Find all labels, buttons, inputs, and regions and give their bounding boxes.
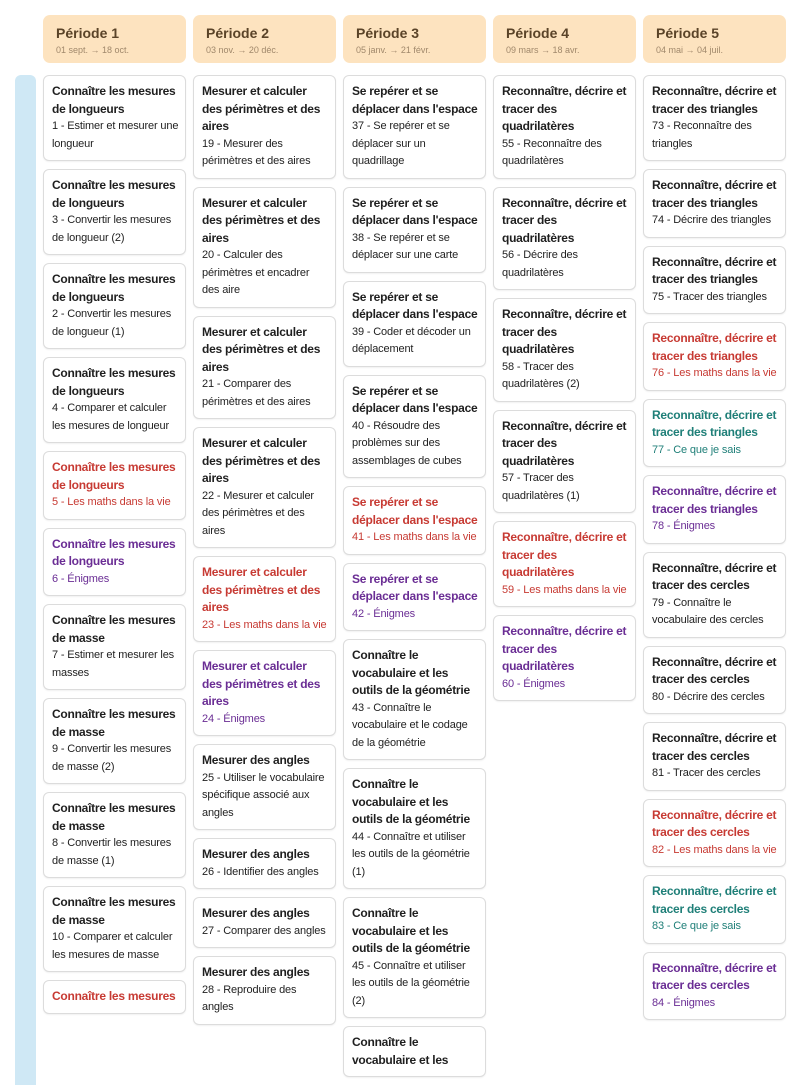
period-column (43, 15, 186, 1014)
lesson-card-title: Connaître le vocabulaire et les outils de la géométrie (352, 906, 470, 955)
lesson-card[interactable] (193, 75, 336, 179)
lesson-card-title: Se repérer et se déplacer dans l'espace (352, 84, 478, 116)
lesson-card-subtitle: 21 - Comparer des périmètres et des aires (202, 378, 311, 408)
lesson-card[interactable] (193, 316, 336, 420)
lesson-card[interactable] (643, 475, 786, 544)
lesson-card[interactable] (343, 1026, 486, 1077)
lesson-card-subtitle: 45 - Connaître et utiliser les outils de la géométrie (2) (352, 959, 470, 1007)
lesson-card-title: Reconnaître, décrire et tracer des triangles (652, 331, 777, 363)
lesson-card-subtitle: 5 - Les maths dans la vie (52, 496, 171, 508)
period-title: Période 4 (506, 25, 570, 41)
lesson-card-title: Connaître le vocabulaire et les outils de la géométrie (352, 777, 470, 826)
lesson-card[interactable] (343, 486, 486, 555)
lesson-card[interactable] (43, 451, 186, 520)
lesson-card-subtitle: 6 - Énigmes (52, 572, 110, 585)
lesson-card-title: Mesurer et calculer des périmètres et des aires (202, 436, 321, 485)
lesson-card[interactable] (193, 838, 336, 889)
lesson-card-subtitle: 20 - Calculer des périmètres et encadrer des aire (202, 249, 310, 296)
lesson-card-subtitle: 59 - Les maths dans la vie (502, 583, 627, 596)
lesson-card[interactable] (643, 722, 786, 791)
lesson-card-title: Se repérer et se déplacer dans l'espace (352, 571, 478, 603)
period-header[interactable] (493, 15, 636, 63)
lesson-card-subtitle: 4 - Comparer et calculer les mesures de longueur (52, 402, 170, 432)
lesson-card-title: Reconnaître, décrire et tracer des quadrilatères (502, 624, 627, 673)
lesson-card[interactable] (193, 956, 336, 1025)
lesson-card[interactable] (343, 75, 486, 179)
lesson-card-subtitle: 84 - Énigmes (652, 996, 716, 1009)
period-dates: 09 mars → 18 avr. (506, 45, 580, 55)
lesson-card-title: Se repérer et se déplacer dans l'espace (352, 383, 478, 415)
lesson-card[interactable] (343, 563, 486, 632)
lesson-card[interactable] (643, 952, 786, 1021)
lesson-card-title: Connaître le vocabulaire et les outils de la géométrie (352, 648, 470, 697)
lesson-card[interactable] (193, 187, 336, 308)
lesson-card-subtitle: 81 - Tracer des cercles (652, 767, 761, 779)
lesson-card-subtitle: 26 - Identifier des angles (202, 865, 319, 878)
lesson-card[interactable] (643, 875, 786, 944)
period-dates: 01 sept. → 18 oct. (56, 45, 130, 55)
lesson-card-subtitle: 83 - Ce que je sais (652, 920, 741, 932)
lesson-card[interactable] (343, 375, 486, 479)
period-header[interactable] (643, 15, 786, 63)
lesson-card-subtitle: 43 - Connaître le vocabulaire et le codage de la géométrie (352, 701, 468, 749)
lesson-card[interactable] (43, 604, 186, 690)
period-dates: 04 mai → 04 juil. (656, 45, 724, 55)
lesson-card-title: Connaître les mesures de masse (52, 613, 176, 645)
lesson-card-title: Mesurer des angles (202, 847, 310, 861)
lesson-card-subtitle: 41 - Les maths dans la vie (352, 531, 477, 543)
lesson-card-title: Mesurer et calculer des périmètres et des aires (202, 565, 321, 614)
lesson-card-title: Connaître les mesures de masse (52, 801, 176, 833)
lesson-card-subtitle: 28 - Reproduire des angles (202, 983, 297, 1013)
lesson-card-subtitle: 74 - Décrire des triangles (652, 214, 771, 226)
period-title: Période 1 (56, 25, 120, 41)
lesson-card[interactable] (193, 650, 336, 736)
lesson-card[interactable] (43, 528, 186, 597)
lesson-card-subtitle: 79 - Connaître le vocabulaire des cercles (652, 596, 764, 626)
period-column (343, 15, 486, 1077)
lesson-card-subtitle: 22 - Mesurer et calculer des périmètres et des aires (202, 489, 314, 537)
lesson-card-subtitle: 75 - Tracer des triangles (652, 290, 767, 303)
lesson-card-title: Mesurer et calculer des périmètres et des aires (202, 659, 321, 708)
lesson-card[interactable] (493, 75, 636, 179)
lesson-card-subtitle: 25 - Utiliser le vocabulaire spécifique associé aux angles (202, 771, 325, 819)
lesson-card-title: Reconnaître, décrire et tracer des quadrilatères (502, 84, 627, 133)
lesson-card-title: Reconnaître, décrire et tracer des quadrilatères (502, 418, 627, 468)
lesson-card[interactable] (643, 75, 786, 161)
lesson-card-title: Mesurer des angles (202, 753, 310, 767)
lesson-card-subtitle: 77 - Ce que je sais (652, 443, 741, 456)
lesson-card[interactable] (343, 897, 486, 1018)
lesson-card[interactable] (493, 298, 636, 402)
lesson-card-title: Se repérer et se déplacer dans l'espace (352, 195, 478, 227)
lesson-card[interactable] (193, 556, 336, 642)
lesson-card[interactable] (643, 322, 786, 391)
lesson-card[interactable] (43, 792, 186, 878)
lesson-card[interactable] (493, 410, 636, 514)
lesson-card-title: Reconnaître, décrire et tracer des triangles (652, 484, 777, 516)
lesson-card[interactable] (43, 698, 186, 784)
lesson-card-list (643, 75, 786, 1020)
lesson-card-subtitle: 58 - Tracer des quadrilatères (2) (502, 360, 580, 390)
period-title: Période 2 (206, 25, 270, 41)
lesson-card-subtitle: 24 - Énigmes (202, 712, 266, 725)
lesson-card-subtitle: 23 - Les maths dans la vie (202, 618, 327, 631)
lesson-card-subtitle: 78 - Énigmes (652, 520, 716, 532)
lesson-card-title: Reconnaître, décrire et tracer des cercles (652, 560, 777, 592)
period-column (643, 15, 786, 1020)
lesson-card-subtitle: 82 - Les maths dans la vie (652, 843, 777, 856)
period-header[interactable] (43, 15, 186, 63)
lesson-card-title: Connaître les mesures de longueurs (52, 536, 176, 568)
lesson-card[interactable] (643, 399, 786, 468)
lesson-card[interactable] (643, 799, 786, 868)
lesson-card-subtitle: 8 - Convertir les mesures de masse (1) (52, 837, 172, 867)
lesson-card[interactable] (343, 768, 486, 889)
lesson-card-title: Mesurer et calculer des périmètres et des aires (202, 324, 321, 374)
period-dates: 05 janv. → 21 févr. (356, 45, 431, 55)
period-title: Période 5 (656, 25, 720, 41)
lesson-card[interactable] (43, 75, 186, 161)
lesson-card-subtitle: 60 - Énigmes (502, 677, 566, 690)
lesson-card-subtitle: 2 - Convertir les mesures de longueur (1) (52, 308, 172, 338)
lesson-card-title: Connaître les mesures de masse (52, 707, 176, 739)
lesson-card-subtitle: 3 - Convertir les mesures de longueur (2) (52, 214, 172, 244)
lesson-card-subtitle: 57 - Tracer des quadrilatères (1) (502, 472, 580, 502)
lesson-card[interactable] (43, 169, 186, 255)
lesson-card[interactable] (343, 187, 486, 273)
lesson-card-title: Reconnaître, décrire et tracer des quadrilatères (502, 530, 627, 579)
lesson-card[interactable] (493, 521, 636, 607)
lesson-card-title: Reconnaître, décrire et tracer des triangles (652, 84, 777, 116)
lesson-card-title: Mesurer et calculer des périmètres et des aires (202, 84, 321, 133)
lesson-card-subtitle: 44 - Connaître et utiliser les outils de la géométrie (1) (352, 830, 470, 878)
period-header[interactable] (343, 15, 486, 63)
lesson-card-list (493, 75, 636, 701)
period-header[interactable] (193, 15, 336, 63)
period-dates: 03 nov. → 20 déc. (206, 45, 279, 55)
lesson-card[interactable] (643, 246, 786, 315)
lesson-card-subtitle: 42 - Énigmes (352, 607, 416, 620)
lesson-card-subtitle: 38 - Se repérer et se déplacer sur une carte (352, 231, 459, 261)
lesson-card-title: Connaître les mesures de longueurs (52, 366, 176, 398)
planning-board (43, 15, 800, 1067)
lesson-card-title: Reconnaître, décrire et tracer des cercles (652, 731, 777, 763)
lesson-card-subtitle: 40 - Résoudre des problèmes sur des assemblages de cubes (352, 419, 462, 467)
lesson-card-title: Mesurer des angles (202, 965, 310, 979)
lesson-card-subtitle: 76 - Les maths dans la vie (652, 367, 777, 379)
lesson-card[interactable] (343, 281, 486, 367)
lesson-card-title: Se repérer et se déplacer dans l'espace (352, 495, 478, 527)
lesson-card-title: Reconnaître, décrire et tracer des cercles (652, 654, 777, 686)
period-column (493, 15, 636, 701)
lesson-card-title: Reconnaître, décrire et tracer des triangles (652, 254, 777, 286)
lesson-card-subtitle: 27 - Comparer des angles (202, 924, 326, 937)
lesson-card[interactable] (643, 169, 786, 238)
lesson-card[interactable] (643, 646, 786, 715)
lesson-card-title: Connaître les mesures de longueurs (52, 84, 176, 116)
lesson-card-subtitle: 73 - Reconnaître des triangles (652, 120, 752, 150)
lesson-card-subtitle: 37 - Se repérer et se déplacer sur un quadrillage (352, 120, 450, 167)
lesson-card-subtitle: 39 - Coder et décoder un déplacement (352, 325, 471, 355)
lesson-card-subtitle: 10 - Comparer et calculer les mesures de masse (52, 931, 173, 961)
period-column (193, 15, 336, 1025)
lesson-card-title: Mesurer des angles (202, 906, 310, 920)
lesson-card-subtitle: 55 - Reconnaître des quadrilatères (502, 137, 602, 167)
lesson-card[interactable] (493, 615, 636, 701)
lesson-card-title: Connaître le vocabulaire et les (352, 1035, 449, 1067)
lesson-card-title: Reconnaître, décrire et tracer des triangles (652, 178, 777, 210)
lesson-card-list (343, 75, 486, 1077)
lesson-card[interactable] (43, 357, 186, 443)
period-title: Période 3 (356, 25, 420, 41)
lesson-card-title: Connaître les mesures (52, 989, 176, 1003)
lesson-card[interactable] (43, 980, 186, 1014)
lesson-card-subtitle: 80 - Décrire des cercles (652, 690, 765, 703)
lesson-card-title: Reconnaître, décrire et tracer des cercles (652, 960, 777, 992)
lesson-card-subtitle: 1 - Estimer et mesurer une longueur (52, 120, 179, 150)
lesson-card-subtitle: 19 - Mesurer des périmètres et des aires (202, 137, 311, 167)
lesson-card[interactable] (193, 897, 336, 948)
lesson-card-list (43, 75, 186, 1014)
lesson-card[interactable] (43, 886, 186, 972)
lesson-card[interactable] (343, 639, 486, 760)
lesson-card[interactable] (493, 187, 636, 291)
lesson-card-title: Reconnaître, décrire et tracer des cercles (652, 807, 777, 839)
lesson-card-title: Mesurer et calculer des périmètres et des aires (202, 195, 321, 245)
lesson-card-subtitle: 7 - Estimer et mesurer les masses (52, 649, 175, 679)
lesson-card-subtitle: 56 - Décrire des quadrilatères (502, 249, 578, 279)
lesson-card[interactable] (43, 263, 186, 349)
lesson-card[interactable] (643, 552, 786, 638)
lesson-card-title: Reconnaître, décrire et tracer des cercles (652, 884, 777, 916)
lesson-card-title: Connaître les mesures de longueurs (52, 178, 176, 210)
lesson-card-title: Se repérer et se déplacer dans l'espace (352, 289, 478, 321)
lesson-card-title: Reconnaître, décrire et tracer des triangles (652, 407, 777, 439)
lesson-card-title: Connaître les mesures de longueurs (52, 460, 176, 492)
lesson-card-title: Reconnaître, décrire et tracer des quadrilatères (502, 195, 627, 245)
lesson-card-title: Connaître les mesures de masse (52, 895, 176, 927)
lesson-card[interactable] (193, 427, 336, 548)
lesson-card[interactable] (193, 744, 336, 830)
lesson-card-title: Reconnaître, décrire et tracer des quadrilatères (502, 307, 627, 356)
lesson-card-title: Connaître les mesures de longueurs (52, 272, 176, 304)
lesson-card-list (193, 75, 336, 1025)
timeline-rail (15, 75, 36, 1085)
lesson-card-subtitle: 9 - Convertir les mesures de masse (2) (52, 743, 172, 773)
